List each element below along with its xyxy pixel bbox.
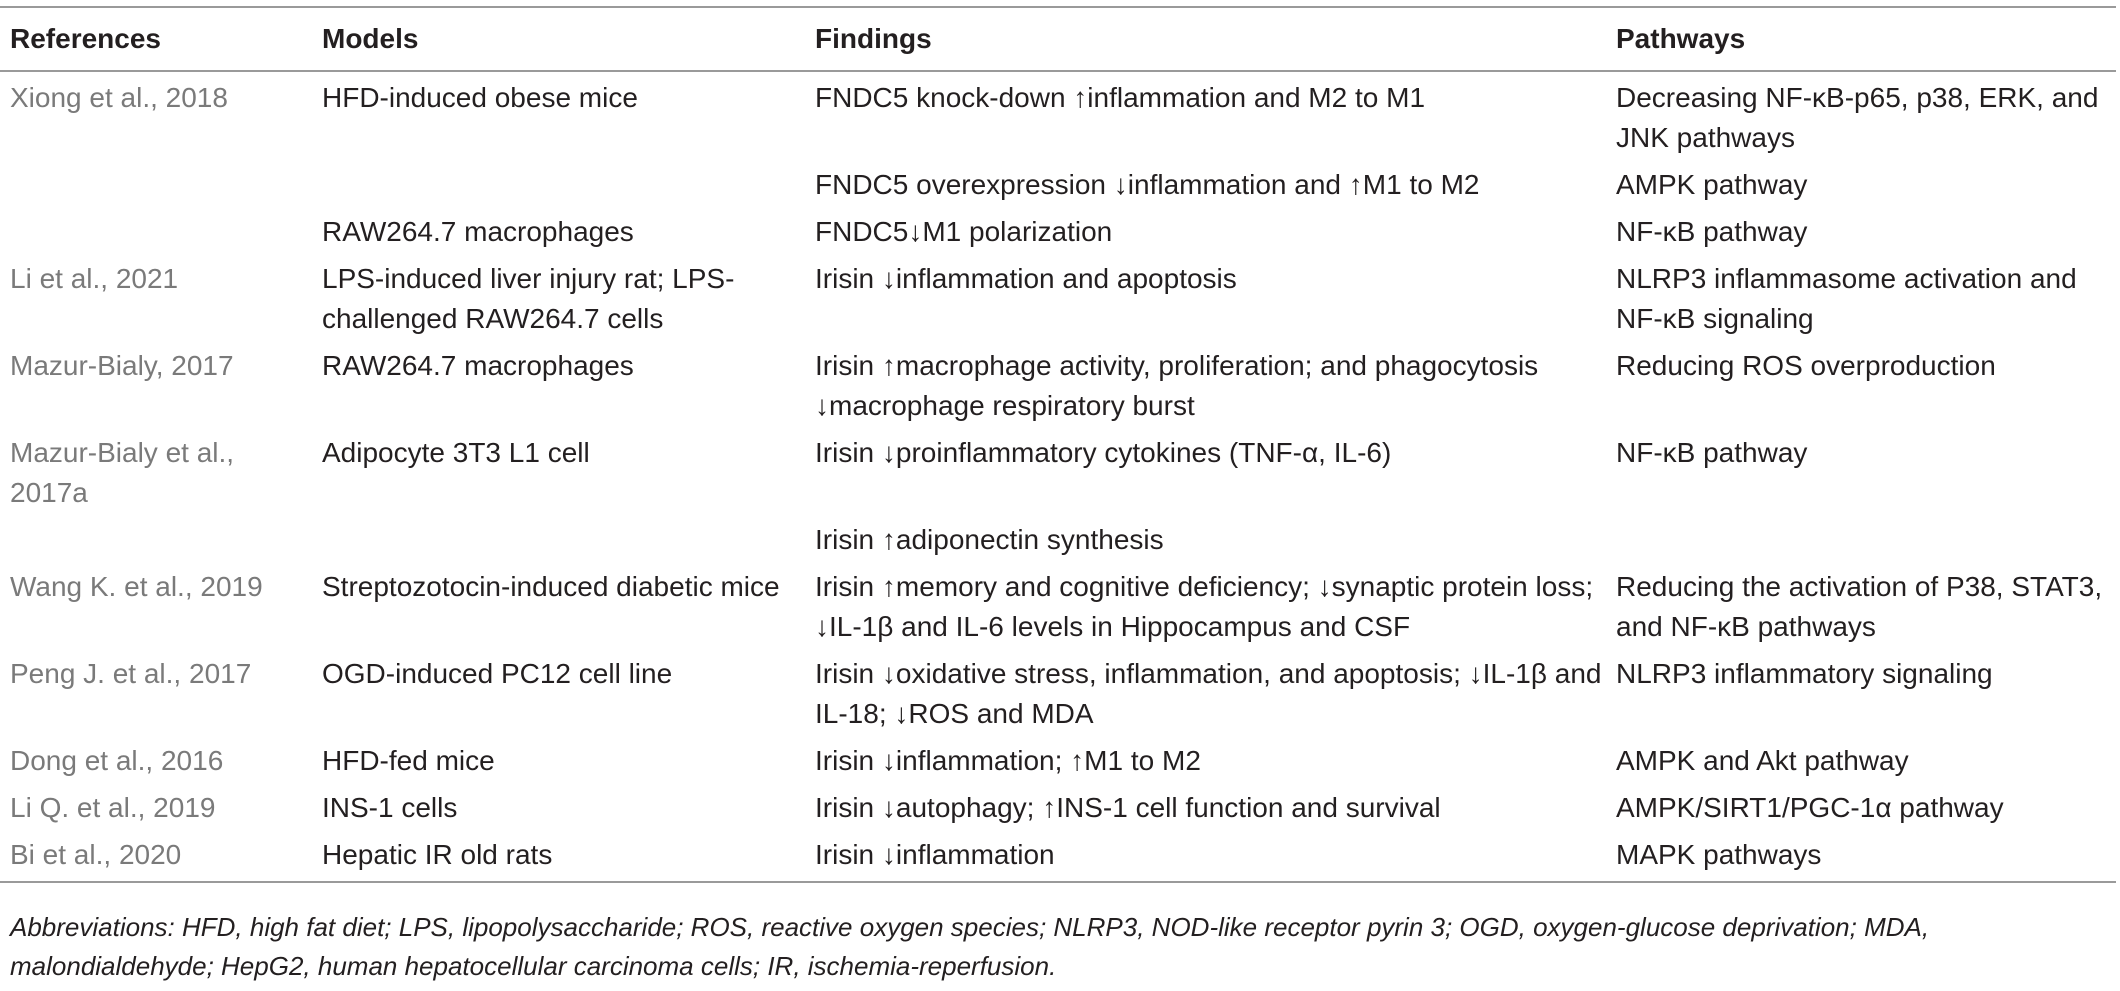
- model-cell: HFD-induced obese mice: [322, 82, 638, 113]
- pathway-cell: AMPK pathway: [1616, 169, 1808, 200]
- finding-cell: FNDC5 knock-down ↑inflammation and M2 to M1: [815, 82, 1426, 113]
- reference-cell: Wang K. et al., 2019: [10, 571, 263, 602]
- reference-cell: Peng J. et al., 2017: [10, 658, 252, 689]
- pathway-cell: AMPK/SIRT1/PGC-1α pathway: [1616, 792, 2004, 823]
- model-cell: [312, 520, 815, 567]
- table-row: [0, 520, 2116, 567]
- table-row: [0, 212, 2116, 259]
- table-body: [0, 71, 2116, 882]
- finding-cell: Irisin ↑adiponectin synthesis: [815, 524, 1164, 555]
- pathway-cell: Decreasing NF-κB-p65, p38, ERK, and JNK pathways: [1616, 82, 2099, 153]
- pathway-cell: NF-κB pathway: [1616, 216, 1808, 247]
- model-cell: [312, 165, 815, 212]
- pathway-cell: Reducing ROS overproduction: [1616, 350, 1996, 381]
- finding-cell: FNDC5 overexpression ↓inflammation and ↑M1 to M2: [815, 169, 1480, 200]
- pathway-cell: [1616, 520, 2116, 567]
- table-row: [0, 654, 2116, 741]
- table-row: [0, 71, 2116, 165]
- abbreviations-footnote: Abbreviations: HFD, high fat diet; LPS, lipopolysaccharide; ROS, reactive oxygen species; NLRP3, NOD-like receptor pyrin 3; OGD, oxygen-glucose deprivation; MDA, malondialdehyde; HepG2, human hepatocellular carcinoma cells; IR, ischemia-reperfusion.: [10, 912, 1930, 981]
- reference-cell: Mazur-Bialy, 2017: [10, 350, 234, 381]
- header-findings: Findings: [815, 23, 932, 54]
- model-cell: LPS-induced liver injury rat; LPS-challenged RAW264.7 cells: [322, 263, 735, 334]
- finding-cell: Irisin ↑memory and cognitive deficiency; ↓synaptic protein loss; ↓IL-1β and IL-6 levels in Hippocampus and CSF: [815, 571, 1594, 642]
- pathway-cell: NLRP3 inflammasome activation and NF-κB signaling: [1616, 263, 2077, 334]
- model-cell: Adipocyte 3T3 L1 cell: [322, 437, 590, 468]
- finding-cell: Irisin ↓inflammation; ↑M1 to M2: [815, 745, 1201, 776]
- pathway-cell: NLRP3 inflammatory signaling: [1616, 658, 1993, 689]
- reference-cell: [0, 212, 312, 259]
- table-row: [0, 788, 2116, 835]
- model-cell: RAW264.7 macrophages: [322, 216, 634, 247]
- pathway-cell: Reducing the activation of P38, STAT3, and NF-κB pathways: [1616, 571, 2103, 642]
- table-row: [0, 835, 2116, 882]
- finding-cell: Irisin ↓oxidative stress, inflammation, and apoptosis; ↓IL-1β and IL-18; ↓ROS and MDA: [815, 658, 1602, 729]
- finding-cell: Irisin ↓proinflammatory cytokines (TNF-α, IL-6): [815, 437, 1392, 468]
- pathway-cell: AMPK and Akt pathway: [1616, 745, 1909, 776]
- reference-cell: Dong et al., 2016: [10, 745, 224, 776]
- finding-cell: Irisin ↓inflammation and apoptosis: [815, 263, 1237, 294]
- finding-cell: Irisin ↓inflammation: [815, 839, 1055, 870]
- table-row: [0, 259, 2116, 346]
- finding-cell: FNDC5↓M1 polarization: [815, 216, 1113, 247]
- pathway-cell: NF-κB pathway: [1616, 437, 1808, 468]
- header-models: Models: [322, 23, 419, 54]
- table-row: [0, 567, 2116, 654]
- table-header: [0, 7, 2116, 71]
- model-cell: RAW264.7 macrophages: [322, 350, 634, 381]
- header-references: References: [10, 23, 161, 54]
- reference-cell: [0, 520, 312, 567]
- model-cell: INS-1 cells: [322, 792, 458, 823]
- reference-cell: Mazur-Bialy et al., 2017a: [10, 437, 235, 508]
- reference-cell: Xiong et al., 2018: [10, 82, 228, 113]
- finding-cell: Irisin ↑macrophage activity, proliferation; and phagocytosis ↓macrophage respiratory burst: [815, 350, 1539, 421]
- header-pathways: Pathways: [1616, 23, 1746, 54]
- reference-cell: Bi et al., 2020: [10, 839, 182, 870]
- table-row: [0, 346, 2116, 433]
- model-cell: Streptozotocin-induced diabetic mice: [322, 571, 780, 602]
- finding-cell: Irisin ↓autophagy; ↑INS-1 cell function and survival: [815, 792, 1441, 823]
- model-cell: OGD-induced PC12 cell line: [322, 658, 673, 689]
- table-row: [0, 165, 2116, 212]
- irisin-findings-table: [0, 6, 2116, 883]
- model-cell: HFD-fed mice: [322, 745, 495, 776]
- pathway-cell: MAPK pathways: [1616, 839, 1822, 870]
- table-row: [0, 741, 2116, 788]
- reference-cell: Li et al., 2021: [10, 263, 179, 294]
- model-cell: Hepatic IR old rats: [322, 839, 553, 870]
- header-row: [0, 7, 2116, 71]
- reference-cell: Li Q. et al., 2019: [10, 792, 216, 823]
- table-row: [0, 433, 2116, 520]
- reference-cell: [0, 165, 312, 212]
